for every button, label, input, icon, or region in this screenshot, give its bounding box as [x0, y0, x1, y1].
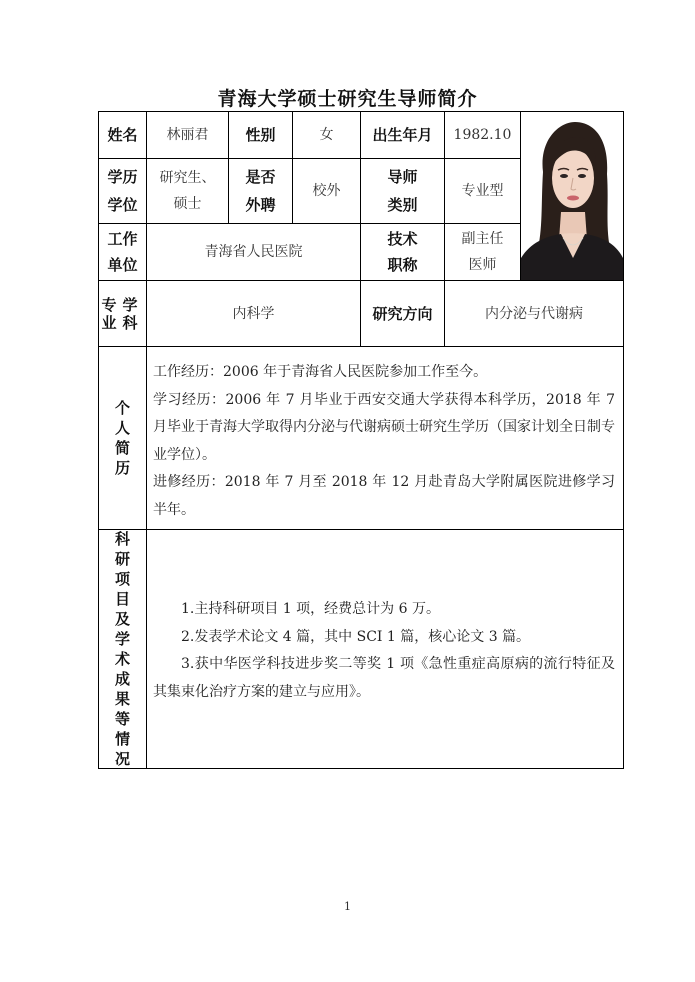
research-label-char: 项: [114, 570, 130, 588]
page-title: 青海大学硕士研究生导师简介: [217, 88, 478, 110]
page-number: 1: [344, 900, 351, 913]
technical-title-value: [445, 224, 520, 280]
external-label: [229, 159, 292, 223]
technical-title-value-line1: 副主任: [461, 231, 504, 247]
supervisor-type-value: 专业型: [461, 183, 504, 199]
education-label-line1: 学历: [107, 168, 138, 186]
external-value: 校外: [312, 183, 341, 199]
external-label-line1: 是否: [245, 168, 276, 186]
work-experience: 工作经历：2006 年于青海省人民医院参加工作至今。: [153, 364, 488, 380]
education-value-line2: 硕士: [173, 196, 202, 212]
education-value-line1: 研究生、: [159, 170, 216, 186]
research-label-char: 科: [114, 530, 130, 548]
research-label-char: 成: [114, 670, 130, 688]
name-label: 姓名: [107, 126, 138, 144]
name-value: 林丽君: [166, 127, 209, 143]
education-label: [99, 159, 146, 223]
resume-label: [99, 347, 146, 529]
row-divider: [98, 529, 624, 530]
major-value: 内科学: [232, 305, 275, 322]
birth-value: 1982.10: [453, 127, 512, 143]
technical-title-value-line2: 医师: [468, 257, 497, 273]
supervisor-type-label: [361, 159, 444, 223]
technical-title-label-line1: 技术: [387, 230, 418, 248]
technical-title-label: [361, 224, 444, 280]
research-label-char: 目: [114, 590, 130, 608]
training-experience: 进修经历：2018 年 7 月至 2018 年 12 月赴青岛大学附属医院进修学习半年。: [153, 474, 615, 518]
work-unit-value: 青海省人民医院: [204, 244, 303, 260]
resume-label-char: 历: [114, 459, 130, 477]
research-direction-label: 研究方向: [372, 304, 433, 323]
work-unit-label: [99, 224, 146, 280]
study-experience: 学习经历：2006 年 7 月毕业于西安交通大学获得本科学历，2018 年 7 月毕业于青海大学取得内分泌与代谢病硕士研究生学历（国家计划全日制专业学位）。: [153, 391, 615, 463]
supervisor-type-label-line2: 类别: [387, 196, 418, 214]
research-direction-value: 内分泌与代谢病: [485, 305, 583, 322]
gender-value: 女: [319, 127, 334, 143]
research-label-char: 及: [114, 610, 130, 628]
research-item: 2.发表学术论文 4 篇，其中 SCI 1 篇，核心论文 3 篇。: [181, 628, 531, 645]
research-content: [153, 596, 615, 706]
resume-label-char: 个: [114, 399, 130, 417]
education-value: [147, 159, 228, 223]
work-unit-label-line2: 单位: [107, 256, 138, 274]
research-item: 3.获中华医学科技进步奖二等奖 1 项《急性重症高原病的流行特征及其集束化治疗方案的建立与应用》。: [153, 656, 615, 700]
research-label-char: 术: [114, 650, 130, 668]
work-unit-label-line1: 工作: [107, 230, 138, 248]
birth-label: 出生年月: [372, 126, 433, 144]
gender-label: 性别: [245, 126, 276, 144]
research-label-char: 情: [114, 730, 130, 748]
research-label-char: 果: [114, 690, 130, 708]
row-divider: [98, 346, 624, 347]
research-label-char: 研: [114, 550, 130, 568]
supervisor-type-label-line1: 导师: [387, 168, 418, 186]
research-label-char: 况: [114, 750, 130, 768]
resume-label-char: 人: [114, 419, 130, 437]
major-label-line2: 业科: [101, 313, 144, 332]
major-label: [99, 281, 146, 346]
research-label-char: 学: [114, 630, 130, 648]
research-item: 1.主持科研项目 1 项，经费总计为 6 万。: [181, 601, 440, 617]
resume-label-char: 简: [114, 439, 130, 457]
education-label-line2: 学位: [107, 196, 138, 214]
resume-content: [153, 359, 615, 524]
technical-title-label-line2: 职称: [387, 256, 418, 274]
research-label: [99, 530, 146, 768]
research-label-char: 等: [114, 710, 130, 728]
external-label-line2: 外聘: [245, 196, 276, 214]
table-border-right: [623, 111, 624, 769]
table-border-bottom: [98, 768, 624, 769]
major-label-line1: 专学: [101, 295, 144, 314]
portrait-photo: [521, 112, 623, 280]
